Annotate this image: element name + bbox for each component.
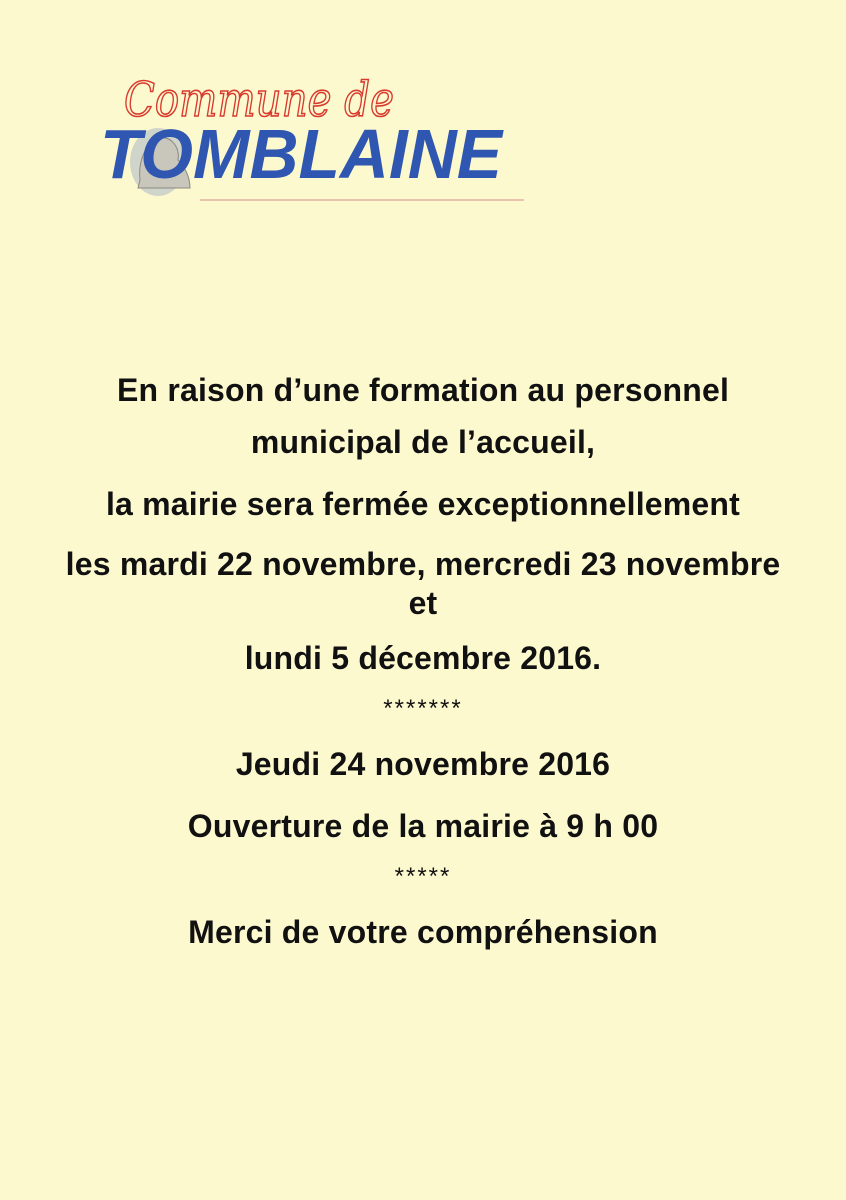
separator-1: *******	[383, 695, 463, 722]
notice-line-4: les mardi 22 novembre, mercredi 23 novembre	[65, 546, 781, 582]
notice-line-7: Jeudi 24 novembre 2016	[235, 746, 611, 782]
commune-logo	[98, 60, 528, 205]
closure-notice	[0, 364, 846, 958]
notice-line-2: municipal de l’accueil,	[250, 424, 596, 460]
closing-line: Merci de votre compréhension	[188, 914, 658, 950]
brand-name: TOMBLAINE	[100, 115, 505, 193]
notice-line-3: la mairie sera fermée exceptionnellement	[105, 486, 741, 522]
separator-2: *****	[394, 863, 452, 890]
notice-line-5: et	[408, 585, 438, 621]
notice-line-8: Ouverture de la mairie à 9 h 00	[187, 808, 659, 844]
tomblaine-logo-graphic	[98, 60, 528, 205]
notice-line-6: lundi 5 décembre 2016.	[244, 640, 602, 676]
brand-script: Commune de	[124, 72, 394, 128]
notice-line-1: En raison d’une formation au personnel	[116, 372, 730, 408]
